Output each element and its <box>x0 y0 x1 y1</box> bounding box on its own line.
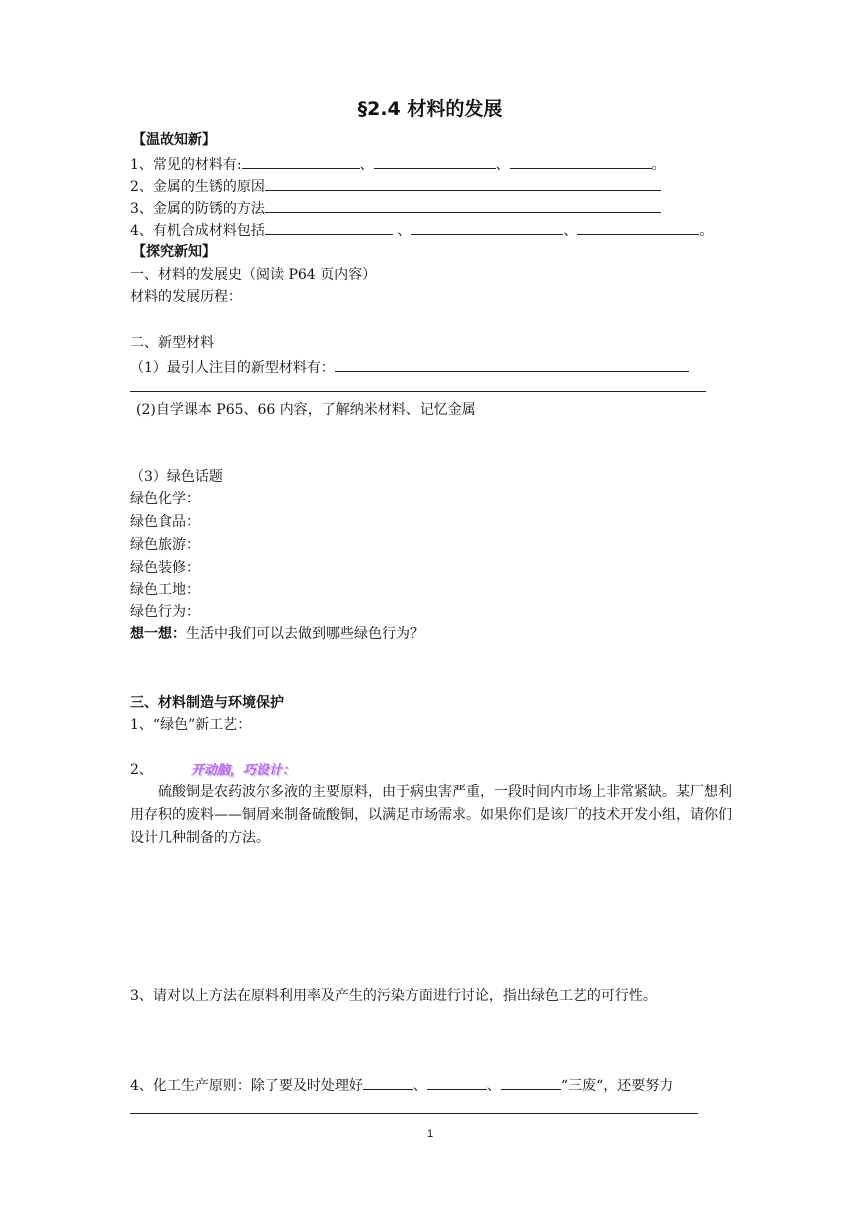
section-2-question-2: (2)自学课本 P65、66 内容，了解纳米材料、记忆金属 <box>136 402 476 418</box>
answer-blank <box>577 219 699 235</box>
q1-end: 。 <box>651 157 666 173</box>
green-item: 绿色化学： <box>130 491 200 507</box>
item-4-sep: 、 <box>412 1078 427 1094</box>
think-label: 想一想： <box>130 626 186 642</box>
section-2-question-1 <box>130 356 689 378</box>
section-2-question-3: （3）绿色话题 <box>130 469 223 485</box>
green-item: 绿色装修： <box>130 560 200 576</box>
answer-blank <box>265 219 393 235</box>
answer-blank <box>363 1074 413 1090</box>
review-question-4 <box>130 219 713 241</box>
green-item: 绿色食品： <box>130 514 200 530</box>
section-3-title: 三、材料制造与环境保护 <box>130 695 284 711</box>
item-4-sep: 、 <box>486 1078 501 1094</box>
section-3-item-3: 3、请对以上方法在原料利用率及产生的污染方面进行讨论，指出绿色工艺的可行性。 <box>130 988 657 1004</box>
section-3-item-1: 1、“绿色”新工艺： <box>130 717 252 733</box>
q2-text: 2、金属的生锈的原因 <box>130 179 265 195</box>
green-item: 绿色旅游： <box>130 537 200 553</box>
think-line <box>130 624 424 644</box>
review-question-3 <box>130 197 661 219</box>
answer-blank <box>265 175 661 191</box>
item-2-number: 2、 <box>130 762 153 778</box>
review-question-2 <box>130 175 661 197</box>
answer-blank <box>265 197 661 213</box>
q4-end: 。 <box>699 223 714 239</box>
explore-heading: 【探究新知】 <box>132 244 216 260</box>
q4-sep: 、 <box>397 223 412 239</box>
q1-text: 1、常见的材料有: <box>130 157 242 173</box>
answer-line <box>130 1113 698 1114</box>
s2-q1-text: （1）最引人注目的新型材料有： <box>130 360 335 376</box>
section-2-title: 二、新型材料 <box>130 335 214 351</box>
think-text: 生活中我们可以去做到哪些绿色行为？ <box>186 626 424 642</box>
item-4-text-end: “三废“，还要努力 <box>560 1078 674 1094</box>
page-title: §2.4 材料的发展 <box>357 98 503 120</box>
q3-text: 3、金属的防锈的方法 <box>130 201 265 217</box>
answer-blank <box>411 219 563 235</box>
answer-blank <box>335 356 689 372</box>
q4-text: 4、有机合成材料包括 <box>130 223 265 239</box>
green-item: 绿色工地： <box>130 582 200 598</box>
q1-sep: 、 <box>495 157 510 173</box>
green-item: 绿色行为： <box>130 604 200 620</box>
answer-line <box>130 391 706 392</box>
section-3-item-2 <box>130 760 295 781</box>
wordart-heading: 开动脑，巧设计： <box>190 763 295 778</box>
section-1-title: 一、材料的发展史（阅读 P64 页内容） <box>130 267 377 283</box>
page-number: 1 <box>426 1128 434 1140</box>
section-1-line: 材料的发展历程： <box>130 289 242 305</box>
review-heading: 【温故知新】 <box>132 132 216 148</box>
answer-blank <box>501 1074 561 1090</box>
problem-paragraph: 硫酸铜是农药波尔多液的主要原料，由于病虫害严重，一段时间内市场上非常紧缺。某厂想利用存积的废料——铜屑来制备硫酸铜，以满足市场需求。如果你们是该厂的技术开发小组，请你们设计几种制备的方法。 <box>130 784 732 846</box>
section-3-item-4 <box>130 1074 673 1096</box>
q4-sep: 、 <box>563 223 578 239</box>
answer-blank <box>510 153 652 169</box>
answer-blank <box>242 153 360 169</box>
item-4-text: 4、化工生产原则：除了要及时处理好 <box>130 1078 363 1094</box>
answer-blank <box>427 1074 487 1090</box>
answer-blank <box>374 153 496 169</box>
q1-sep: 、 <box>359 157 374 173</box>
review-question-1 <box>130 153 666 175</box>
